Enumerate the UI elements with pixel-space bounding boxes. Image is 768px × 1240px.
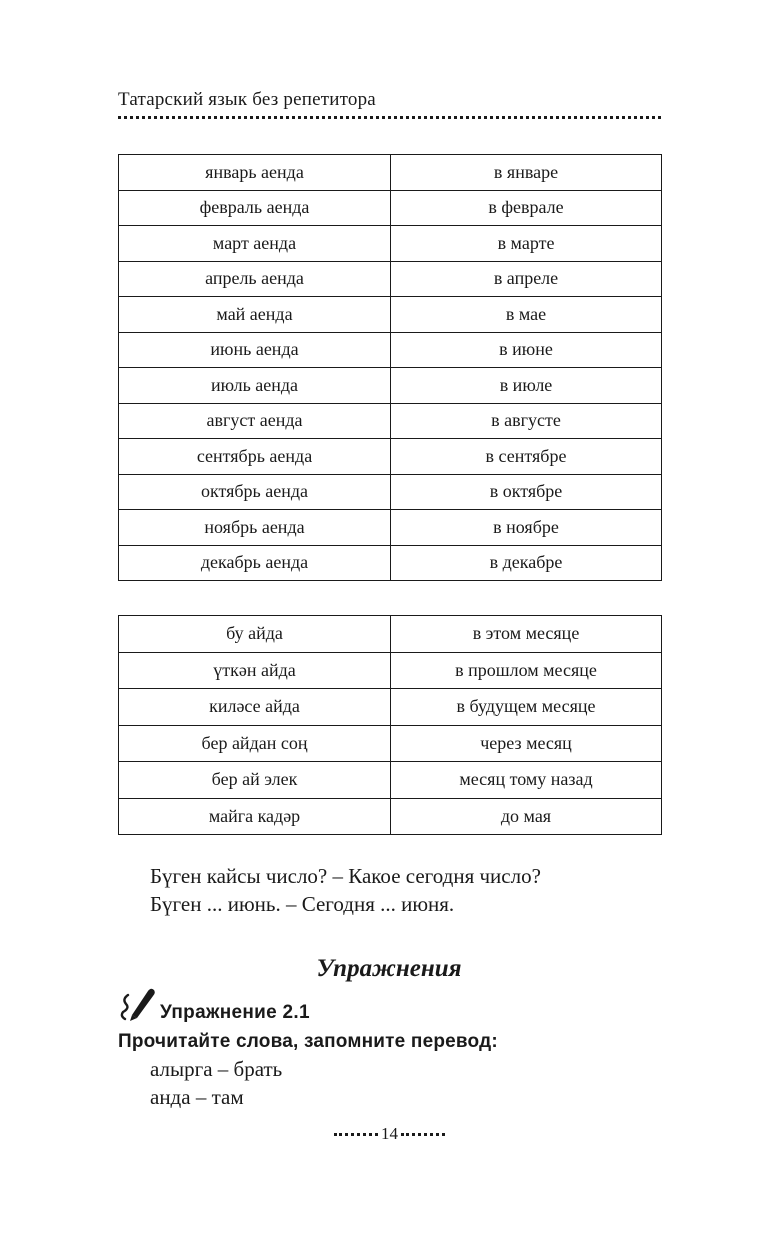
table-row [119,510,662,546]
russian-cell: в ноябре [391,510,662,546]
table-row [119,332,662,368]
pen-icon [118,985,158,1025]
tatar-cell: май аенда [119,297,391,333]
russian-cell: в прошлом месяце [391,652,662,689]
table-row [119,689,662,726]
tatar-cell: сентябрь аенда [119,439,391,475]
russian-cell: в апреле [391,261,662,297]
russian-cell: в августе [391,403,662,439]
tatar-cell: март аенда [119,226,391,262]
exercise-heading [118,985,310,1025]
table-row [119,297,662,333]
exercise-instruction: Прочитайте слова, запомните перевод: [118,1031,498,1052]
tatar-cell: декабрь аенда [119,545,391,581]
tatar-cell: февраль аенда [119,190,391,226]
russian-cell: в октябре [391,474,662,510]
russian-cell: в декабре [391,545,662,581]
page-footer [334,1124,445,1144]
table-row [119,368,662,404]
table-row [119,261,662,297]
russian-cell: до мая [391,798,662,835]
table-row [119,190,662,226]
footer-dots-right [401,1133,445,1136]
relative-time-table [118,615,662,835]
tatar-cell: июль аенда [119,368,391,404]
tatar-cell: август аенда [119,403,391,439]
tatar-cell: июнь аенда [119,332,391,368]
russian-cell: в сентябре [391,439,662,475]
table-row [119,725,662,762]
table-row [119,616,662,653]
table-row [119,474,662,510]
vocab-word: анда – там [150,1085,244,1109]
running-title: Татарский язык без репетитора [118,89,376,110]
tatar-cell: бер айдан соң [119,725,391,762]
footer-dots-left [334,1133,378,1136]
table-row [119,545,662,581]
russian-cell: месяц тому назад [391,762,662,799]
exercise-title: Упражнение 2.1 [160,1002,310,1023]
vocab-word: алырга – брать [150,1057,283,1081]
months-table [118,154,662,581]
russian-cell: в июле [391,368,662,404]
tatar-cell: бер ай элек [119,762,391,799]
russian-cell: в январе [391,155,662,191]
russian-cell: через месяц [391,725,662,762]
russian-cell: в феврале [391,190,662,226]
tatar-cell: октябрь аенда [119,474,391,510]
table-row [119,155,662,191]
table-row [119,762,662,799]
tatar-cell: бу айда [119,616,391,653]
table-row [119,798,662,835]
table-row [119,226,662,262]
tatar-cell: үткән айда [119,652,391,689]
russian-cell: в мае [391,297,662,333]
russian-cell: в этом месяце [391,616,662,653]
russian-cell: в марте [391,226,662,262]
dialog-line: Бүген ... июнь. – Сегодня ... июня. [150,892,455,916]
tatar-cell: майга кадәр [119,798,391,835]
section-title: Упражнения [316,955,462,982]
tatar-cell: ноябрь аенда [119,510,391,546]
russian-cell: в будущем месяце [391,689,662,726]
table-row [119,652,662,689]
page-number: 14 [381,1124,398,1143]
table-row [119,403,662,439]
header-dotted-rule [118,116,661,119]
table-row [119,439,662,475]
russian-cell: в июне [391,332,662,368]
tatar-cell: киләсе айда [119,689,391,726]
tatar-cell: апрель аенда [119,261,391,297]
tatar-cell: январь аенда [119,155,391,191]
dialog-line: Бүген кайсы число? – Какое сегодня число? [150,864,541,888]
